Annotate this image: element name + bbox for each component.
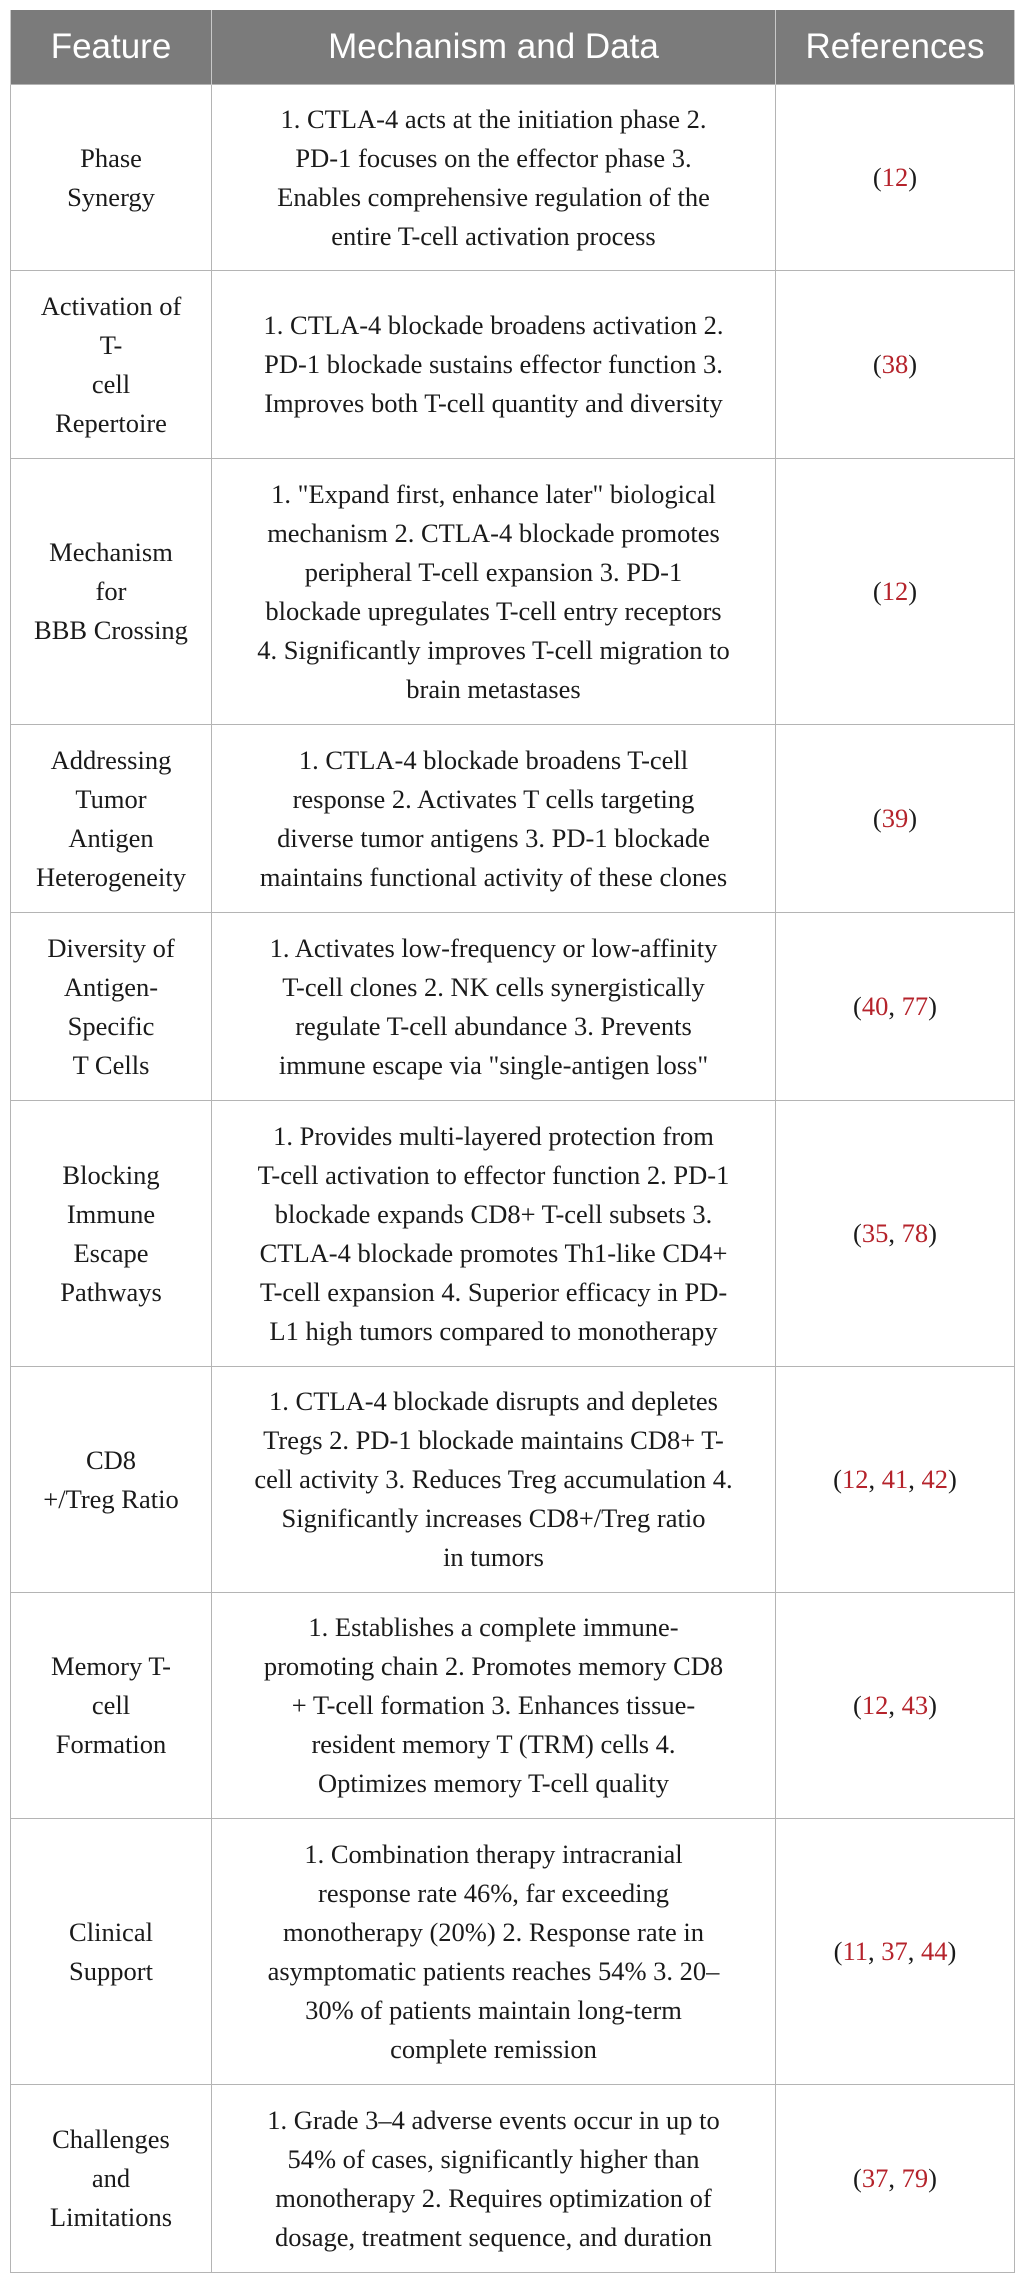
mechanism-text-line: monotherapy 2. Requires optimization of [275, 2182, 712, 2213]
mechanism-cell [212, 1101, 776, 1367]
reference-link[interactable]: 12 [881, 162, 909, 192]
ref-separator: , [868, 1464, 882, 1494]
table-row [11, 2085, 1015, 2273]
ref-separator: , [888, 2163, 902, 2193]
references-cell [776, 85, 1015, 271]
paren-close: ) [908, 162, 918, 192]
mechanism-text-line: T-cell activation to effector function 2. PD-1 [257, 1159, 730, 1190]
paren-open: ( [853, 991, 862, 1021]
paren-close: ) [928, 991, 937, 1021]
reference-link[interactable]: 79 [901, 2163, 929, 2193]
feature-text-line: Diversity of [47, 932, 175, 963]
feature-text-line: Specific [67, 1010, 155, 1041]
feature-text-line: Pathways [60, 1276, 162, 1307]
mechanism-text-line: resident memory T (TRM) cells 4. [311, 1729, 676, 1759]
header-references: References [776, 10, 1015, 85]
reference-link[interactable]: 38 [881, 349, 909, 379]
references-cell [776, 271, 1015, 459]
mechanism-text-line: response 2. Activates T cells targeting [292, 783, 695, 814]
mechanism-text-line: Enables comprehensive regulation of the [277, 181, 710, 212]
feature-text-line: Immune [66, 1198, 156, 1229]
mechanism-text-line: in tumors [443, 1542, 544, 1572]
mechanism-text-line: asymptomatic patients reaches 54% 3. 20– [267, 1955, 720, 1986]
ref-separator: , [868, 1936, 882, 1966]
table-row [11, 1101, 1015, 1367]
mechanism-cell [212, 913, 776, 1101]
paren-close: ) [908, 803, 918, 833]
table-row [11, 725, 1015, 913]
feature-text-line: Mechanism [49, 537, 173, 567]
mechanism-text-line: Tregs 2. PD-1 blockade maintains CD8+ T- [263, 1425, 724, 1455]
feature-text-line: Synergy [67, 181, 155, 212]
paren-open: ( [853, 2163, 862, 2193]
feature-text-line: Clinical [69, 1916, 153, 1947]
mechanism-text-line: peripheral T-cell expansion 3. PD-1 [304, 556, 683, 587]
table-row [11, 1819, 1015, 2085]
table-row [11, 1593, 1015, 1819]
references-cell [776, 1819, 1015, 2085]
feature-cell [11, 913, 212, 1101]
feature-cell [11, 85, 212, 271]
mechanism-text-line: 30% of patients maintain long-term [305, 1994, 682, 2025]
feature-cell [11, 725, 212, 913]
paren-open: ( [872, 349, 882, 379]
mechanism-text-line: 1. Establishes a complete immune- [308, 1612, 679, 1642]
features-table [10, 10, 1015, 2273]
mechanism-text-line: blockade expands CD8+ T-cell subsets 3. [274, 1198, 713, 1229]
mechanism-text-line: maintains functional activity of these clones [259, 861, 728, 892]
mechanism-cell [212, 271, 776, 459]
mechanism-cell [212, 1593, 776, 1819]
reference-link[interactable]: 12 [881, 576, 909, 606]
feature-cell [11, 1593, 212, 1819]
mechanism-text-line: 4. Significantly improves T-cell migration to [257, 634, 730, 665]
mechanism-text-line: monotherapy (20%) 2. Response rate in [283, 1916, 704, 1947]
paren-open: ( [872, 162, 882, 192]
mechanism-text-line: Significantly increases CD8+/Treg ratio [281, 1503, 706, 1533]
mechanism-text-line: PD-1 blockade sustains effector function 3. [264, 349, 723, 379]
mechanism-text-line: complete remission [390, 2033, 597, 2064]
ref-separator: , [888, 1690, 902, 1720]
mechanism-text-line: 1. CTLA-4 blockade broadens activation 2. [263, 310, 724, 340]
header-row [11, 10, 1015, 85]
table-row [11, 913, 1015, 1101]
paren-open: ( [872, 803, 882, 833]
reference-link[interactable]: 37 [861, 2163, 889, 2193]
feature-text-line: Antigen- [63, 971, 159, 1002]
header-mechanism: Mechanism and Data [212, 10, 776, 85]
mechanism-text-line: + T-cell formation 3. Enhances tissue- [291, 1690, 696, 1720]
feature-text-line: Repertoire [55, 407, 167, 438]
mechanism-cell [212, 725, 776, 913]
mechanism-text-line: response rate 46%, far exceeding [318, 1877, 669, 1908]
feature-text-line: Escape [73, 1237, 149, 1268]
reference-link[interactable]: 12 [861, 1690, 889, 1720]
references-cell [776, 459, 1015, 725]
mechanism-cell [212, 2085, 776, 2273]
paren-close: ) [928, 2163, 937, 2193]
paren-close: ) [947, 1936, 957, 1966]
paren-close: ) [948, 1464, 957, 1494]
reference-link[interactable]: 41 [881, 1464, 909, 1494]
paren-open: ( [872, 576, 882, 606]
mechanism-text-line: 1. CTLA-4 blockade disrupts and depletes [269, 1386, 718, 1416]
paren-open: ( [853, 1690, 862, 1720]
feature-cell [11, 1101, 212, 1367]
reference-link[interactable]: 12 [842, 1464, 869, 1494]
mechanism-text-line: 1. Grade 3–4 adverse events occur in up to [267, 2104, 720, 2135]
mechanism-text-line: Optimizes memory T-cell quality [317, 1768, 670, 1798]
mechanism-text-line: 1. CTLA-4 acts at the initiation phase 2. [280, 103, 707, 134]
reference-link[interactable]: 37 [881, 1936, 908, 1966]
feature-cell [11, 1819, 212, 2085]
references-cell [776, 1367, 1015, 1593]
feature-text-line: T Cells [72, 1049, 150, 1080]
feature-text-line: Activation of [40, 290, 182, 321]
feature-text-line: T- [99, 329, 123, 360]
mechanism-text-line: L1 high tumors compared to monotherapy [269, 1315, 718, 1346]
feature-text-line: BBB Crossing [34, 615, 188, 645]
mechanism-text-line: 1. Provides multi-layered protection from [273, 1120, 714, 1151]
mechanism-cell [212, 1367, 776, 1593]
mechanism-text-line: dosage, treatment sequence, and duration [274, 2221, 713, 2252]
reference-link[interactable]: 43 [901, 1690, 929, 1720]
mechanism-text-line: 1. "Expand first, enhance later" biological [271, 478, 716, 509]
mechanism-text-line: mechanism 2. CTLA-4 blockade promotes [267, 517, 720, 548]
paren-close: ) [908, 349, 918, 379]
mechanism-text-line: 54% of cases, significantly higher than [287, 2143, 700, 2174]
table-row [11, 1367, 1015, 1593]
paren-close: ) [908, 576, 918, 606]
feature-text-line: and [91, 2163, 131, 2193]
table-row [11, 271, 1015, 459]
feature-text-line: Challenges [52, 2124, 170, 2154]
feature-text-line: Support [69, 1955, 153, 1986]
mechanism-text-line: promoting chain 2. Promotes memory CD8 [263, 1651, 724, 1681]
reference-link[interactable]: 39 [881, 803, 909, 833]
feature-cell [11, 2085, 212, 2273]
references-cell [776, 913, 1015, 1101]
mechanism-cell [212, 85, 776, 271]
mechanism-text-line: CTLA-4 blockade promotes Th1-like CD4+ [259, 1237, 728, 1268]
reference-link[interactable]: 42 [921, 1464, 948, 1494]
feature-cell [11, 459, 212, 725]
mechanism-text-line: entire T-cell activation process [331, 220, 656, 251]
mechanism-text-line: T-cell expansion 4. Superior efficacy in PD- [259, 1276, 728, 1307]
reference-link[interactable]: 35 [861, 1218, 889, 1248]
table-row [11, 459, 1015, 725]
ref-separator: , [888, 991, 902, 1021]
feature-text-line: Antigen [68, 822, 154, 853]
paren-close: ) [928, 1690, 937, 1720]
ref-separator: , [888, 1218, 902, 1248]
paren-open: ( [833, 1936, 843, 1966]
reference-link[interactable]: 11 [842, 1936, 869, 1966]
feature-cell [11, 271, 212, 459]
mechanism-cell [212, 1819, 776, 2085]
mechanism-text-line: blockade upregulates T-cell entry receptors [265, 595, 722, 626]
mechanism-text-line: diverse tumor antigens 3. PD-1 blockade [277, 822, 710, 853]
references-cell [776, 725, 1015, 913]
feature-text-line: Phase [80, 142, 142, 173]
header-feature: Feature [11, 10, 212, 85]
feature-text-line: Tumor [75, 783, 147, 814]
references-cell [776, 1593, 1015, 1819]
feature-text-line: Formation [55, 1729, 167, 1759]
mechanism-text-line: 1. Combination therapy intracranial [304, 1838, 683, 1869]
references-cell [776, 2085, 1015, 2273]
feature-text-line: cell [91, 368, 131, 399]
mechanism-text-line: cell activity 3. Reduces Treg accumulation 4. [254, 1464, 733, 1494]
reference-link[interactable]: 78 [901, 1218, 929, 1248]
feature-text-line: Addressing [50, 744, 172, 775]
feature-cell [11, 1367, 212, 1593]
ref-separator: , [908, 1464, 922, 1494]
mechanism-cell [212, 459, 776, 725]
mechanism-text-line: regulate T-cell abundance 3. Prevents [295, 1010, 692, 1041]
references-cell [776, 1101, 1015, 1367]
mechanism-text-line: 1. CTLA-4 blockade broadens T-cell [298, 744, 689, 775]
reference-link[interactable]: 40 [861, 991, 889, 1021]
paren-open: ( [853, 1218, 862, 1248]
mechanism-text-line: 1. Activates low-frequency or low-affinity [269, 932, 718, 963]
mechanism-text-line: PD-1 focuses on the effector phase 3. [295, 142, 692, 173]
reference-link[interactable]: 77 [901, 991, 929, 1021]
feature-text-line: cell [91, 1690, 131, 1720]
mechanism-text-line: Improves both T-cell quantity and diversity [264, 388, 723, 418]
paren-close: ) [928, 1218, 937, 1248]
feature-text-line: CD8 [85, 1444, 137, 1475]
table-row [11, 85, 1015, 271]
feature-text-line: for [95, 576, 127, 606]
feature-text-line: +/Treg Ratio [43, 1483, 179, 1514]
mechanism-text-line: T-cell clones 2. NK cells synergistically [282, 971, 705, 1002]
reference-link[interactable]: 44 [921, 1936, 948, 1966]
feature-text-line: Memory T- [51, 1651, 171, 1681]
mechanism-text-line: immune escape via "single-antigen loss" [278, 1049, 709, 1080]
paren-open: ( [833, 1464, 842, 1494]
table-container [10, 10, 1014, 2273]
feature-text-line: Heterogeneity [35, 861, 187, 892]
mechanism-text-line: brain metastases [406, 673, 581, 704]
ref-separator: , [907, 1936, 922, 1966]
feature-text-line: Limitations [49, 2202, 173, 2232]
feature-text-line: Blocking [62, 1159, 160, 1190]
